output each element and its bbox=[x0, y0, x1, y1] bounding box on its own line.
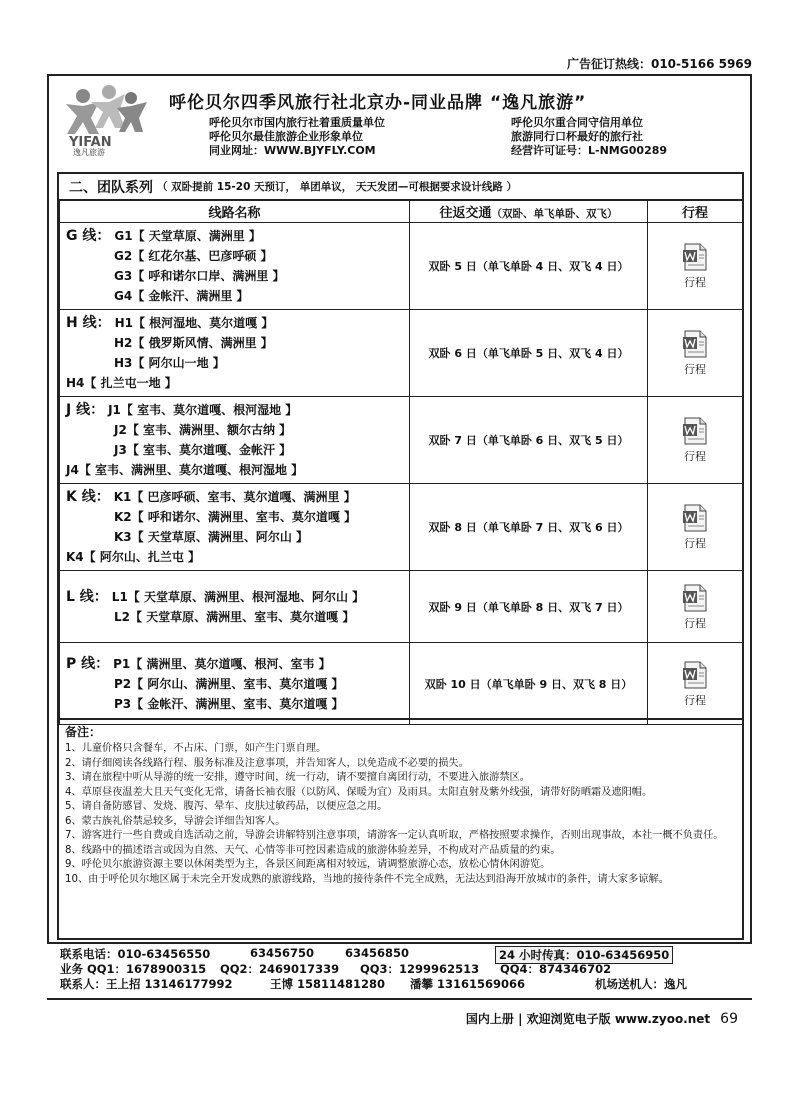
route-item-label: H1【 根河湿地、莫尔道嘎 】 bbox=[114, 316, 274, 330]
word-document-icon[interactable] bbox=[680, 242, 710, 272]
route-names-cell bbox=[60, 571, 410, 643]
itinerary-label[interactable]: 行程 bbox=[684, 616, 706, 630]
route-item bbox=[66, 607, 403, 627]
word-document-icon[interactable] bbox=[680, 660, 710, 690]
route-item-label: P1【 满洲里、莫尔道嘎、根河、室韦 】 bbox=[113, 656, 331, 671]
route-names-cell bbox=[60, 223, 410, 310]
route-item bbox=[66, 226, 403, 246]
route-item-label: K2【 呼和诺尔、满洲里、室韦、莫尔道嘎 】 bbox=[114, 510, 357, 524]
page-number: 69 bbox=[720, 1011, 738, 1027]
itinerary-label[interactable]: 行程 bbox=[684, 693, 706, 707]
itinerary-label[interactable]: 行程 bbox=[684, 537, 706, 550]
contact-qq3: QQ3：1299962513 bbox=[360, 962, 480, 976]
route-names-cell bbox=[60, 310, 410, 397]
contact-fax: 24 小时传真：010-63456950 bbox=[495, 946, 673, 964]
route-group-row bbox=[60, 571, 743, 643]
header-info-left-2: 呼伦贝尔最佳旅游企业形象单位 bbox=[209, 130, 363, 143]
itinerary-download[interactable] bbox=[648, 643, 743, 725]
notes-title: 备注： bbox=[65, 725, 102, 739]
contact-qq4: QQ4：874346702 bbox=[500, 962, 612, 976]
route-group-row bbox=[60, 397, 743, 484]
route-names-cell bbox=[60, 643, 410, 725]
header-info-right-2: 旅游同行口杯最好的旅行社 bbox=[511, 130, 643, 143]
itinerary-download[interactable] bbox=[648, 397, 743, 484]
note-item: 6、蒙古族礼俗禁忌较多，导游会详细告知客人。 bbox=[65, 815, 286, 827]
note-item: 3、请在旅程中听从导游的统一安排，遵守时间，统一行动，请不要擅自离团行动，不要进入旅游禁区。 bbox=[65, 772, 530, 783]
notes-section bbox=[57, 720, 744, 940]
note-item: 4、草原昼夜温差大且天气变化无常，请备长袖衣服（以防风、保暖为宜）及雨具。太阳直射及紫外线强，请带好防晒霜及遮阳帽。 bbox=[65, 786, 653, 798]
route-item bbox=[66, 674, 403, 694]
route-line-code: J 线： bbox=[66, 402, 105, 418]
col-transport-header: 往返交通（双卧、单飞单卧、双飞） bbox=[410, 201, 648, 223]
route-item-extra: K4【 阿尔山、扎兰屯 】 bbox=[66, 550, 201, 564]
contact-airport: 机场送机人：逸凡 bbox=[595, 977, 687, 991]
yifan-logo bbox=[61, 84, 151, 156]
col-itinerary-header: 行程 bbox=[648, 201, 743, 223]
route-item-label: H2【 俄罗斯风情、满洲里 】 bbox=[114, 336, 273, 350]
route-item bbox=[66, 266, 403, 286]
route-item bbox=[66, 440, 403, 460]
route-item-label: G3【 呼和诺尔口岸、满洲里 】 bbox=[114, 269, 285, 283]
contact-phone-3: 63456850 bbox=[345, 946, 410, 960]
route-item bbox=[66, 353, 403, 373]
svg-text:逸凡旅游: 逸凡旅游 bbox=[73, 148, 105, 156]
page-frame bbox=[47, 74, 752, 944]
routes-table bbox=[59, 200, 743, 725]
team-series-section bbox=[57, 172, 744, 720]
route-item-extra: H4【 扎兰屯一地 】 bbox=[66, 376, 177, 390]
word-document-icon[interactable] bbox=[680, 503, 710, 533]
route-group-row bbox=[60, 223, 743, 310]
route-item bbox=[66, 654, 403, 674]
route-item bbox=[66, 487, 403, 507]
route-item-label: H3【 阿尔山一地 】 bbox=[114, 356, 225, 370]
route-item bbox=[66, 694, 403, 714]
transport-cell: 双卧 9 日（单飞单卧 8 日、双飞 7 日） bbox=[410, 571, 648, 643]
itinerary-download[interactable] bbox=[648, 571, 743, 643]
route-item-label: J3【 室韦、莫尔道嘎、金帐汗 】 bbox=[114, 443, 292, 457]
route-group-row bbox=[60, 484, 743, 571]
route-item-label: P3【 金帐汗、满洲里、室韦、莫尔道嘎 】 bbox=[114, 696, 344, 711]
route-item-label: L1【 天堂草原、满洲里、根河湿地、阿尔山 】 bbox=[111, 589, 365, 604]
route-item bbox=[66, 400, 403, 420]
route-item-label: G4【 金帐汗、满洲里 】 bbox=[114, 289, 249, 303]
route-group-row bbox=[60, 643, 743, 725]
contact-phone: 联系电话：010-63456550 bbox=[60, 947, 211, 961]
transport-cell: 双卧 7 日（单飞单卧 6 日、双飞 5 日） bbox=[410, 397, 648, 484]
section-header bbox=[59, 174, 742, 200]
contact-person-1: 联系人：王上招 13146177992 bbox=[60, 977, 233, 991]
page-title: 呼伦贝尔四季风旅行社北京办-同业品牌 “逸凡旅游” bbox=[169, 93, 587, 113]
contact-person-3: 潘攀 13161569066 bbox=[410, 977, 526, 991]
section-title: 二、团队系列 bbox=[69, 179, 153, 196]
header-website: 同业网址：WWW.BJYFLY.COM bbox=[209, 144, 376, 157]
route-item bbox=[66, 527, 403, 547]
note-item: 8、线路中的描述语言或因为自然、天气、心情等非可控因素造成的旅游体验差异，不构成对产品质量的约束。 bbox=[65, 844, 561, 856]
route-line-code: K 线： bbox=[66, 489, 110, 505]
route-item-label: K3【 天堂草原、满洲里、阿尔山 】 bbox=[114, 530, 309, 544]
route-item-label: G1【 天堂草原、满洲里 】 bbox=[114, 229, 261, 243]
route-item-label: J1【 室韦、莫尔道嘎、根河湿地 】 bbox=[108, 403, 298, 417]
route-line-code: G 线： bbox=[66, 228, 111, 244]
table-header-row bbox=[60, 201, 743, 223]
route-line-code: H 线： bbox=[66, 315, 111, 331]
itinerary-download[interactable] bbox=[648, 223, 743, 310]
itinerary-download[interactable] bbox=[648, 484, 743, 571]
route-item bbox=[66, 333, 403, 353]
note-item: 10、由于呼伦贝尔地区属于未完全开发成熟的旅游线路，当地的接待条件不完全成熟，无法达到沿海开放城市的条件，请大家多谅解。 bbox=[65, 873, 669, 885]
route-item bbox=[66, 420, 403, 440]
contact-person-2: 王博 15811481280 bbox=[270, 977, 386, 991]
route-names-cell bbox=[60, 397, 410, 484]
word-document-icon[interactable] bbox=[680, 583, 710, 613]
route-item-label: P2【 阿尔山、满洲里、室韦、莫尔道嘎 】 bbox=[114, 676, 344, 691]
note-item: 9、呼伦贝尔旅游资源主要以休闲类型为主，各景区间距离相对较远，请调整旅游心态，放松心情休闲游览。 bbox=[65, 859, 551, 870]
route-item-label: K1【 巴彦呼硕、室韦、莫尔道嘎、满洲里 】 bbox=[113, 490, 356, 504]
transport-cell: 双卧 6 日（单飞单卧 5 日、双飞 4 日） bbox=[410, 310, 648, 397]
word-document-icon[interactable] bbox=[680, 329, 710, 359]
footer-text: 国内上册 | 欢迎浏览电子版 www.zyoo.net bbox=[465, 1012, 711, 1026]
route-line-code: P 线： bbox=[66, 655, 110, 672]
header bbox=[49, 76, 750, 166]
route-line-code: L 线： bbox=[66, 588, 108, 605]
route-names-cell bbox=[60, 484, 410, 571]
itinerary-label[interactable]: 行程 bbox=[684, 276, 706, 289]
itinerary-download[interactable] bbox=[648, 310, 743, 397]
svg-text:YIFAN: YIFAN bbox=[69, 135, 112, 150]
section-subtitle: （ 双卧提前 15-20 天预订， 单团单议， 天天发团—可根据要求设计线路 ） bbox=[157, 181, 518, 193]
transport-cell: 双卧 10 日（单飞单卧 9 日、双飞 8 日） bbox=[410, 643, 648, 725]
footer-divider bbox=[47, 998, 752, 1000]
route-item bbox=[66, 587, 403, 607]
route-item-label: G2【 红花尔基、巴彦呼硕 】 bbox=[114, 249, 273, 263]
note-item: 5、请自备防感冒、发烧、腹泻、晕车、皮肤过敏药品，以便应急之用。 bbox=[65, 801, 388, 812]
footer bbox=[466, 1010, 738, 1027]
header-info-right-1: 呼伦贝尔重合同守信用单位 bbox=[511, 116, 643, 129]
route-item-extra: J4【 室韦、满洲里、莫尔道嘎、根河湿地 】 bbox=[66, 463, 304, 477]
contact-qq1: 业务 QQ1：1678900315 bbox=[60, 962, 207, 976]
note-item: 2、请仔细阅读各线路行程、服务标准及注意事项，并告知客人，以免造成不必要的损失。 bbox=[65, 757, 469, 769]
contact-phone-2: 63456750 bbox=[250, 946, 315, 960]
route-group-row bbox=[60, 310, 743, 397]
route-item bbox=[66, 507, 403, 527]
route-item bbox=[66, 313, 403, 333]
contact-qq2: QQ2：2469017339 bbox=[220, 962, 340, 976]
header-info-left-1: 呼伦贝尔市国内旅行社着重质量单位 bbox=[209, 116, 385, 129]
route-item-label: L2【 天堂草原、满洲里、室韦、莫尔道嘎 】 bbox=[114, 609, 355, 624]
itinerary-label[interactable]: 行程 bbox=[684, 450, 706, 463]
note-item: 1、儿童价格只含餐车，不占床、门票，如产生门票自理。 bbox=[65, 743, 327, 754]
transport-cell: 双卧 5 日（单飞单卧 4 日、双飞 4 日） bbox=[410, 223, 648, 310]
header-license: 经营许可证号：L-NMG00289 bbox=[511, 144, 668, 157]
col-route-header: 线路名称 bbox=[60, 201, 410, 223]
route-item bbox=[66, 286, 403, 306]
contact-block bbox=[60, 946, 750, 991]
word-document-icon[interactable] bbox=[680, 416, 710, 446]
note-item: 7、游客进行一些自费或自选活动之前，导游会讲解特别注意事项，请游客一定认真听取，严格按照要求操作，否则出现事故，本社一概不负责任。 bbox=[65, 830, 724, 841]
route-item bbox=[66, 246, 403, 266]
ad-hotline: 广告征订热线：010-5166 5969 bbox=[566, 57, 752, 71]
transport-cell: 双卧 8 日（单飞单卧 7 日、双飞 6 日） bbox=[410, 484, 648, 571]
route-item-label: J2【 室韦、满洲里、额尔古纳 】 bbox=[114, 423, 292, 437]
itinerary-label[interactable]: 行程 bbox=[684, 363, 706, 376]
